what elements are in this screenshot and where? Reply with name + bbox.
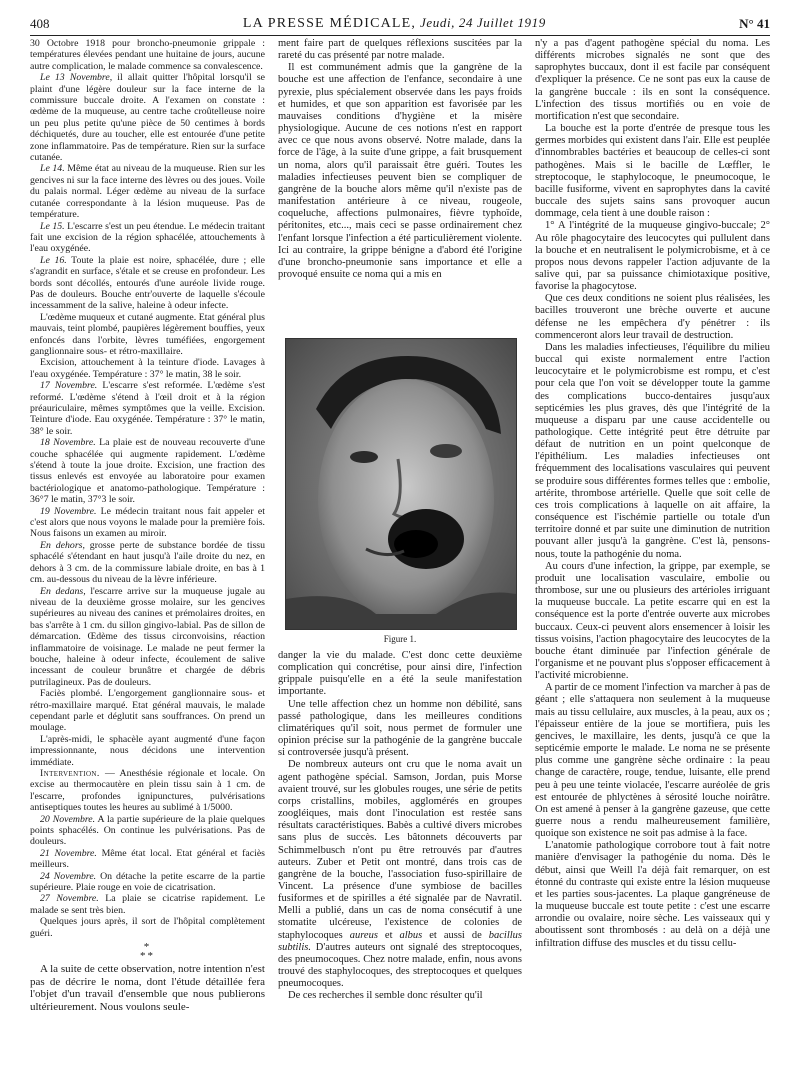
date-label: 18 Novembre. <box>40 437 96 449</box>
section-separator: * ** <box>140 941 155 963</box>
paragraph: danger la vie du malade. C'est donc cette deuxième complication qui concrétise, pour ainsi dire, l'infection grippale puisqu'elle en a été la seule manifestation importante. <box>278 650 522 698</box>
column-2-top <box>278 38 522 333</box>
date-label: 20 Novembre. <box>40 813 96 825</box>
date-label: 19 Novembre. <box>40 505 97 517</box>
paragraph: 24 Novembre. On détache la petite escarre de la partie supérieure. Plaie rouge en voie de cicatrisation. <box>30 870 265 894</box>
journal-title: LA PRESSE MÉDICALE, <box>242 16 417 31</box>
paragraph: L'anatomie pathologique corrobore tout à fait notre manière d'envisager la pathogénie du noma. Dès le début, ainsi que Weill l'a déjà fait remarquer, on est étonné du contraste qui existe entre la lésion muqueuse et les parties sous-jacentes. La plaque gangréneuse de la muqueuse buccale est toute petite : c'est une escarre arrondie ou ovalaire, noire sèche. Les vaisseaux qui y aboutissent sont thrombosés : au delà on a déjà une infiltration diffuse des muscles et du tissu cellu- <box>535 840 770 949</box>
issue-date: Jeudi, 24 Juillet 1919 <box>420 15 546 30</box>
paragraph: Intervention. — Anesthésie régionale et locale. On excise au thermocautère en plein tissu sain à 1 cm. de l'escarre, profondes ignipunctures, pulvérisations antiseptiques toutes les heures au sublimé à 1/5000. <box>30 768 265 814</box>
paragraph: En dedans, l'escarre arrive sur la muqueuse jugale au niveau de la deuxième grosse molaire, sur les gencives supérieures au niveau des canines et prémolaires droites, en bas s'arrête à 1 cm. du sillon gingivo-labial. Pas de sillon de démarcation. Œdème des tissus circonvoisins, réaction inflammatoire de voisinage. Le malade ne peut fermer la bouche, haleine à odeur infecte, écoulement de salive incessant de couleur brunâtre et chargée de débris putrilagineux. Pas de douleurs. <box>30 585 265 688</box>
paragraph: Le 13 Novembre, il allait quitter l'hôpital lorsqu'il se plaint d'une légère douleur sur la face interne de la commissure buccale droite. A l'examen on constate : œdème de la muqueuse, au centre tache croûtelleuse noire un peu plus petite qu'une pièce de 50 centimes à bords déchiquetés, dure au toucher, elle est entourée d'une petite zone inflammatoire. Pas de température. Rien sur la surface cutanée. <box>30 72 265 164</box>
paragraph: De ces recherches il semble donc résulter qu'il <box>288 990 483 1002</box>
paragraph: Que ces deux conditions ne soient plus réalisées, les bacilles trouveront une brèche ouverte et aucune défense ne les empêchera d'y pénétrer : ils commenceront alors leur travail de destruction. <box>535 293 770 341</box>
paragraph: Excision, attouchement à la teinture d'iode. Lavages à l'eau oxygénée. Température : 37° le matin, 38 le soir. <box>30 357 265 380</box>
page-header <box>30 10 770 36</box>
paragraph: Au cours d'une infection, la grippe, par exemple, se produit une localisation vasculaire, embolie ou thrombose, sur une ou plusieurs des artérioles irriguant la muqueuse buccale. La petite escarre qui en est la conséquence est la porte d'entrée ouverte aux microbes buccaux. Ceux-ci peuvent alors ensemencer à loisir les tissus voisins, l'action phagocytaire des leucocytes de la bouche étant diminuée par l'infection générale de l'organisme et ne pouvant plus s'opposer efficacement à l'activité microbienne. <box>535 560 770 682</box>
paragraph: ment faire part de quelques réflexions suscitées par la rareté du cas présenté par notre malade. <box>278 38 522 62</box>
patient-photograph <box>285 338 517 630</box>
paragraph: 17 Novembre. L'escarre s'est reformée. L'œdème s'est reformé. L'œdème s'étend à l'œil droit et à la région préauriculaire, mêmes symptômes que la veille. Excision. Teinture d'iode. Eau oxygénée. Température : 37° le matin, 38° le soir. <box>30 380 265 437</box>
column-1 <box>30 38 265 1078</box>
paragraph: Quelques jours après, il sort de l'hôpital complètement guéri. <box>30 916 265 939</box>
paragraph: Le 16. Toute la plaie est noire, sphacélée, dure ; elle s'agrandit en surface, s'étale et se creuse en profondeur. Les bords sont décollés, entourés d'une auréole livide rouge. Pas de douleurs. Bouche entr'ouverte de laquelle s'écoule incessamment de la salive, haleine à odeur infecte. <box>30 254 265 312</box>
paragraph: De nombreux auteurs ont cru que le noma avait un agent pathogène spécial. Samson, Jordan, puis Morse avaient trouvé, sur les globules rouges, une série de petits corps cristallins, mobiles, agglomérés en groupes zoogléiques, mais dont l'inoculation est restée sans résultats caractéristiques. Babès a cultivé divers microbes sans plus de succès. Les bâtonnets découverts par Schimmelbusch n'ont pu être retrouvés par d'autres auteurs. Zuber et Petit ont montré, dans trois cas de gangrène de la bouche, l'association fuso-spirillaire de Vincent. La présence d'une symbiose de bacilles fusiformes et de spirilles a été signalée par de Navratil. Melli a publié, dans un cas de noma consécutif à une stomatite ulcéreuse, l'existence de colonies de staphylocoques aureus et albus et aussi de bacillus subtilis. D'autres auteurs ont signalé des streptocoques, des pneumocoques. Chez notre malade, enfin, nous avons trouvé des staphylocoques, des streptocoques et quelques pneumocoques. <box>278 759 522 990</box>
face-photo-icon <box>286 339 516 629</box>
paragraph: Une telle affection chez un homme non débilité, sans passé pathologique, dans les meilleures conditions climatériques qu'il soit, nous permet de formuler une opinion précise sur la pathogénie de la gangrène buccale si controversée jusqu'à présent. <box>278 698 522 759</box>
date-label: 24 Novembre. <box>40 870 97 882</box>
paragraph: n'y a pas d'agent pathogène spécial du noma. Les différents microbes signalés ne sont que des saprophytes buccaux, dont il est facile par conséquent d'expliquer la présence. Ce ne sont pas eux la cause de la gangrène buccale : ils en sont la conséquence. L'infection des tissus mortifiés ou en voie de mortification n'est que secondaire. <box>535 38 770 122</box>
date-label: 21 Novembre. <box>40 847 97 859</box>
paragraph: Dans les maladies infectieuses, l'équilibre du milieu buccal qui existe normalement entre l'action leucocytaire et le polymicrobisme est rompu, et c'est pour cela que l'on voit se développer toute la gamme des complications bucco-dentaires jusqu'aux septicémies les plus graves, dès que l'intégrité de la muqueuse a disparu par une cause accidentelle ou pathologique. Cette intégrité peut être détruite par défaut de nutrition en un point quelconque de l'épithélium. Les maladies infectieuses ont fréquemment des localisations vasculaires qui peuvent se produire sous différentes formes telles que : embolie, artérite, thrombose artérielle. Quelle que soit celle de ces trois complications à laquelle on ait affaire, la conséquence est l'ischémie partielle ou totale d'un territoire donné et par suite une diminution de nutrition pouvant aller jusqu'à la gangrène. C'est là, pensons-nous, toute la pathogénie du noma. <box>535 341 770 560</box>
paragraph: 20 Novembre. A la partie supérieure de la plaie quelques points sphacélés. On continue les pulvérisations. Pas de douleurs. <box>30 813 265 848</box>
column-3 <box>535 38 770 1078</box>
paragraph: 30 Octobre 1918 pour broncho-pneumonie grippale : températures élevées pendant une huitaine de jours, aucune autre complication, le malade commence sa convalescence. <box>30 38 265 72</box>
paragraph: Faciès plombé. L'engorgement ganglionnaire sous- et rétro-maxillaire marqué. Etat général mauvais, le malade cependant parle et déglutit sans souffrances. On prend un moulage. <box>30 688 265 734</box>
page-number: 408 <box>30 16 50 31</box>
date-label: 17 Novembre. <box>40 380 98 392</box>
paragraph: Le 14. Même état au niveau de la muqueuse. Rien sur les gencives ni sur la face interne des lèvres ou des joues. Voile du palais normal. Léger œdème au niveau de la surface cutanée correspondante à la lésion muqueuse. Pas de température. <box>30 163 265 221</box>
paragraph: Il est communément admis que la gangrène de la bouche est une affection de l'enfance, secondaire à une pyrexie, plus spécialement observée dans les pays froids et humides, et que son apparition est favorisée par les mauvaises conditions d'hygiène et la misère physiologique. Aucune de ces notions n'est en rapport avec ce que nous avons observé. Notre malade, dans la force de l'âge, à la suite d'une grippe, a fait brusquement un noma, alors qu'il paraissait être guéri. Toutes les maladies infectieuses peuvent bien se compliquer de gangrène de la bouche alors même qu'il n'existe pas de manifestation antérieure à ce niveau, rougeole, coqueluche, affections pulmonaires, fièvre typhoïde, péritonites, etc..., mais ceci se passe ordinairement chez l'enfant lorsque l'infection a été particulièrement violente. Ici au contraire, la grippe bénigne a d'abord été l'origine d'une broncho-pneumonie sans importance et elle a provoqué ensuite ce noma qui a mis en <box>278 62 522 280</box>
date-label: Le 15. <box>40 220 65 232</box>
paragraph: 19 Novembre. Le médecin traitant nous fait appeler et c'est alors que nous voyons le malade pour la première fois. Nous faisons un examen au miroir. <box>30 505 265 540</box>
column-2-bottom <box>278 650 522 1078</box>
date-label: Le 14. <box>40 163 65 175</box>
date-label: Le 13 Novembre, <box>40 72 113 84</box>
paragraph: 21 Novembre. Même état local. Etat général et faciès meilleurs. <box>30 847 265 871</box>
paragraph: En dehors, grosse perte de substance bordée de tissu sphacélé s'étendant en haut jusqu'à l'aile droite du nez, en dehors à 3 cm. de la commissure labiale droite, en bas à 1 cm. au-dessous du niveau de la lèvre inférieure. <box>30 539 265 586</box>
lead-label: En dedans, <box>40 585 86 597</box>
lead-label: En dehors, <box>40 539 85 551</box>
lead-label: Intervention. <box>40 768 100 779</box>
date-label: Le 16. <box>40 254 67 266</box>
paragraph: L'après-midi, le sphacèle ayant augmenté d'une façon impressionnante, nous décidons une intervention immédiate. <box>30 733 265 768</box>
figure-caption: Figure 1. <box>383 634 417 644</box>
paragraph: 27 Novembre. La plaie se cicatrise rapidement. Le malade se sent très bien. <box>30 893 265 916</box>
paragraph: 1° A l'intégrité de la muqueuse gingivo-buccale; 2° Au rôle phagocytaire des leucocytes qui pullulent dans la bouche et en neutralisent le polymicrobisme, et à ce propos nous devons rappeler l'action adjuvante de la salive qui, par sa puissance chimiotaxique positive, favorise la phagocytose. <box>535 220 770 293</box>
paragraph: La bouche est la porte d'entrée de presque tous les germes morbides qui existent dans l'air. Elle est peuplée d'innombrables bactéries et beaucoup de celles-ci sont pathogènes. Mais si le bacille de Lœffler, le streptocoque, le staphylocoque, le pneumocoque, le bacille fusiforme, vivent en saprophytes dans la cavité buccale des sujets sains sans provoquer aucun dommage, cela tient à une double raison : <box>535 123 770 220</box>
paragraph: A partir de ce moment l'infection va marcher à pas de géant ; elle s'attaquera non seulement à la muqueuse mais au tissu cellulaire, aux muscles, à la peau, aux os ; l'épaisseur entière de la joue se mortifiera, puis les gencives, le maxillaire, les dents, jusqu'à ce que la septicémie emporte le malade. Le noma ne se présente plus comme une gangrène sèche ordinaire : la peau change de caractère, rouge, tendue, luisante, elle prend peu à peu une teinte violacée, l'escarre auréolée de gris est entourée de phlyctènes à sérosité louche noirâtre. On est amené à penser à la gangrène gazeuse, que cette guerre nous a rendu malheureusement familière, quoique son existence ne soit pas admise à la face. <box>535 682 770 840</box>
paragraph: L'œdème muqueux et cutané augmente. Etat général plus mauvais, teint plombé, paupières légèrement bouffies, yeux enfoncés dans l'orbite, lèvres tuméfiées, engorgement ganglionnaire sous- et rétro-maxillaire. <box>30 311 265 357</box>
paragraph: A la suite de cette observation, notre intention n'est pas de décrire le noma, dont l'étude détaillée fera l'objet d'un travail d'ensemble que nous publierons ultérieurement. Nous voulons seule- <box>30 963 265 1013</box>
paragraph: Le 15. L'escarre s'est un peu étendue. Le médecin traitant fait une excision de la région sphacélée, attouchements à l'eau oxygénée. <box>30 220 265 255</box>
issue-number: N° 41 <box>739 16 770 31</box>
paragraph: 18 Novembre. La plaie est de nouveau recouverte d'une couche sphacélée qui augmente rapidement. L'œdème s'étend à toute la joue droite. Excision, une fraction des tissus enlevés est envoyée au laboratoire pour examen bactériologique et anatomo-pathologique. Température : 36°7 le matin, 37°3 le soir. <box>30 437 265 506</box>
journal-masthead <box>243 15 546 32</box>
date-label: 27 Novembre. <box>40 893 99 905</box>
